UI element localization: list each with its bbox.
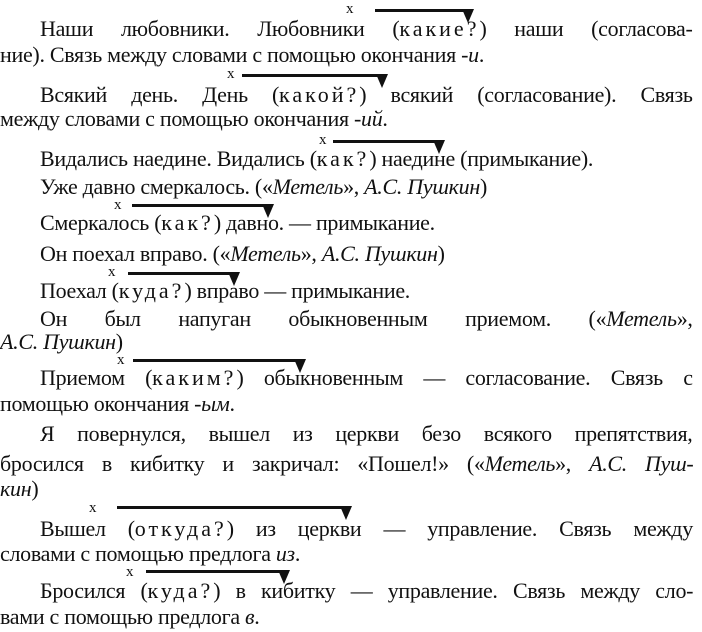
text-segment: ) — [115, 329, 123, 354]
text-segment: ) вправо — примыкание. — [184, 278, 411, 303]
text-segment: ние). Связь между словами с помощью окончания — [0, 42, 462, 67]
text-segment: Всякий день. День ( — [40, 82, 280, 107]
dependency-arrow-icon — [117, 506, 346, 509]
italic-text: в — [245, 604, 255, 629]
text-segment: словами с помощью предлога — [0, 541, 276, 566]
italic-text: Метель — [272, 174, 344, 199]
question-word: как? — [161, 210, 214, 235]
main-word-mark: x — [346, 1, 354, 17]
question-word: как? — [316, 146, 370, 171]
dependency-arrow-icon — [146, 570, 284, 573]
text-line — [0, 44, 484, 66]
text-segment: вами с помощью предлога — [0, 604, 246, 629]
text-segment: », — [300, 241, 322, 266]
question-word: куда? — [147, 578, 214, 603]
text-segment: . — [229, 391, 235, 416]
text-line — [40, 243, 445, 265]
text-segment: . — [478, 42, 485, 67]
dependency-arrow-icon — [132, 204, 268, 207]
italic-text: Метель — [484, 451, 556, 476]
italic-text: А.С. Пушкин — [321, 241, 438, 266]
text-segment: . — [294, 541, 301, 566]
text-line — [40, 518, 693, 540]
italic-text: -и — [461, 42, 479, 67]
italic-text: -ым — [194, 391, 230, 416]
text-segment: бросился в кибитку и закричал: «Пошел!» (« — [0, 451, 485, 476]
question-word: откуда? — [134, 516, 227, 541]
dependency-arrow-icon — [133, 359, 300, 362]
dependency-arrow-icon — [128, 272, 234, 275]
question-word: каким? — [152, 365, 237, 390]
text-line — [40, 84, 693, 106]
main-word-mark: x — [227, 66, 235, 82]
italic-text: Метель — [230, 241, 301, 266]
text-segment: Вышел ( — [40, 516, 135, 541]
main-word-mark: x — [126, 564, 134, 580]
dependency-arrow-icon — [375, 9, 468, 12]
text-segment: между словами с помощью окончания — [0, 106, 354, 131]
main-word-mark: x — [319, 132, 327, 148]
text-segment: Он был напуган обыкновенным приемом. (« — [40, 306, 607, 331]
text-line — [40, 367, 693, 389]
question-word: какие? — [399, 16, 480, 41]
italic-text: А.С. Пуш- — [589, 451, 694, 476]
question-word: куда? — [118, 278, 185, 303]
main-word-mark: x — [108, 264, 116, 280]
text-segment: ) наедине (примыкание). — [369, 146, 594, 171]
text-segment: ) обыкновенным — согласование. Связь с — [236, 365, 693, 390]
italic-text: из — [275, 541, 295, 566]
text-line — [40, 423, 693, 445]
text-segment: Он поехал вправо. (« — [40, 241, 231, 266]
text-segment: Бросился ( — [40, 578, 148, 603]
text-line — [0, 393, 235, 415]
text-segment: ) — [31, 476, 39, 501]
dependency-arrow-icon — [333, 140, 439, 143]
italic-text: кин — [0, 476, 32, 501]
text-segment: Поехал ( — [40, 278, 119, 303]
text-segment: ) — [479, 174, 487, 199]
text-segment: . — [382, 106, 388, 131]
main-word-mark: x — [114, 197, 122, 213]
text-line — [0, 108, 388, 130]
text-segment: Приемом ( — [40, 365, 153, 390]
text-segment: ) из церкви — управление. Связь между — [226, 516, 693, 541]
text-line — [0, 331, 123, 353]
text-segment: », — [676, 306, 693, 331]
text-segment: ) наши (согласова- — [479, 16, 693, 41]
text-segment: помощью окончания — [0, 391, 195, 416]
text-line — [40, 18, 693, 40]
text-segment: Наши любовники. Любовники ( — [40, 16, 400, 41]
text-segment: Видались наедине. Видались ( — [40, 146, 317, 171]
text-line — [0, 543, 300, 565]
main-word-mark: x — [89, 500, 97, 516]
question-word: какой? — [279, 82, 360, 107]
text-segment: . — [254, 604, 260, 629]
text-segment: ) в кибитку — управление. Связь между сло- — [213, 578, 694, 603]
text-segment: Уже давно смеркалось. (« — [40, 174, 273, 199]
text-line — [40, 212, 435, 234]
text-line — [40, 176, 487, 198]
text-segment: ) давно. — примыкание. — [213, 210, 435, 235]
text-line — [40, 308, 693, 330]
italic-text: А.С. Пушкин — [364, 174, 480, 199]
text-line — [0, 606, 259, 628]
text-line — [40, 280, 410, 302]
text-segment: ) — [437, 241, 445, 266]
text-line — [0, 478, 38, 500]
text-line — [40, 580, 693, 602]
italic-text: Метель — [606, 306, 677, 331]
italic-text: -ий — [353, 106, 383, 131]
dependency-arrow-icon — [242, 74, 382, 77]
text-line — [0, 453, 693, 475]
text-line — [40, 148, 593, 170]
main-word-mark: x — [117, 352, 125, 368]
text-segment: », — [343, 174, 365, 199]
text-segment: Смеркалось ( — [40, 210, 162, 235]
text-segment: ) всякий (согласование). Связь — [359, 82, 693, 107]
italic-text: А.С. Пушкин — [0, 329, 116, 354]
text-segment: Я повернулся, вышел из церкви безо всякого препятствия, — [40, 421, 693, 446]
text-segment: », — [555, 451, 590, 476]
